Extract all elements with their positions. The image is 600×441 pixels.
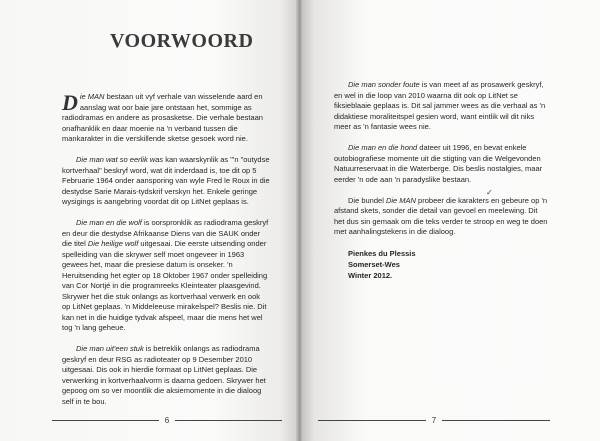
right-text-column [334,80,548,281]
paragraph-text: probeer die karakters en gebeure op 'n afstand skets, sonder die detail van gevoel en meelewing. Dit het dus sin gemaak om die teks verder te stroop en weg te doen met aanhalingstekens in die dialoog. [334,195,548,236]
right-page-footer [318,415,550,425]
book-gutter [296,0,302,441]
footer-rule [318,420,426,421]
page-number-right: 7 [431,415,437,425]
story-title: Die man en die hond [348,143,418,152]
author-name: Pienkes du Plessis [348,249,416,258]
paragraph-text: uitgesaai. Die eerste uitsending onder spelleiding van die skrywer self moet ongeveer in 1963 gewees het, maar die presiese datum is onseker. 'n Heruitsending het egter op 18 Oktober 1967 onder spelleiding van Cor Nortjé in die programreeks Kleinteater plaasgevind. Skrywer het die stuk onlangs as kortverhaal verwerk en ook op LitNet geplaas. 'n Middeleeuse mirakelspel? Beslis nie. Dit kan net in die huidige tydvak afspeel, maar die mens het wel tog 'n lang geheue. [62,239,268,332]
paragraph-text: dateer uit 1996, en bevat enkele outobiografiese momente uit die stigting van die Welgevonden Natuurreservaat in die Waterberge. Dis beslis nostalgies, maar eerder 'n ode aan 'n paradyslike bestaan. [334,143,543,184]
left-page-footer [52,415,282,425]
footer-rule [442,420,550,421]
paragraph-sonder-foute [334,80,548,133]
paragraph-text: Die bundel [348,195,386,205]
paragraph-text: is van meet af as prosawerk geskryf, en wel in die loop van 2010 waarna dit ook op LitNet se fiksieblaaie geplaas is. Dit sal jammer wees as die verhaal as 'n didaktiese moraliteitspel gesien word, want eintlik wil dit niks meer as 'n fantasie wees nie. [334,80,546,131]
author-place: Somerset-Wes [348,260,400,269]
paragraph-eerlik [62,155,270,208]
paragraph-text: is betreklik onlangs as radiodrama geskryf en deur RSG as radioteater op 9 Desember 2010 uitgesaai. Dis ook in hierdie formaat op LitNet geplaas. Die verwerking in kortverhaalvorm is daarna gedoen. Skrywer het gepoog om so ver moontlik die aksiemomente in die dialoog self in te bou. [62,344,266,406]
story-title: Die man sonder foute [348,80,420,89]
book-title: Die MAN [385,195,416,205]
paragraph-bundel [334,196,548,238]
paragraph-een-stuk [62,344,270,407]
footer-rule [175,420,282,421]
left-text-column [62,92,270,418]
left-page [0,0,299,441]
author-date: Winter 2012. [348,271,393,280]
story-title: Die man uit'een stuk [76,344,144,353]
signature-block [348,248,548,281]
paragraph-intro [62,92,270,145]
pencil-mark-icon: ✓ [486,188,493,197]
paragraph-hond [334,143,548,185]
page-title: VOORWOORD [110,30,254,52]
drop-cap: D [62,90,78,115]
story-title-alt: Die heilige wolf [87,239,139,248]
paragraph-wolf [62,218,270,334]
story-title: Die man wat so eerlik was [76,155,164,164]
paragraph-text: kan waarskynlik as "'n "outydse kortverhaal" beskryf word, wat dit inderdaad is, toe dit op 5 Februarie 1964 onder aansporing van wyle Fred le Roux in die destydse Sarie Marais-tydskrif verskyn het. Enkele geringe wysigings is aangebring voordat dit op LitNet geplaas is. [62,155,270,206]
paragraph-text: bestaan uit vyf verhale van wisselende aard en aanslag wat oor baie jare ontstaan het, sommige as radiodramas en andere as prosasketse. Die verhale bestaan onafhanklik en daar moenie na 'n verband tussen die mankarakter in die verskillende sketse gesoek word nie. [62,92,263,143]
story-title: ie MAN [79,92,105,101]
footer-rule [52,420,159,421]
story-title: Die man en die wolf [76,218,142,227]
page-number-left: 6 [164,415,170,425]
paragraph-text: is oorspronklik as radiodrama geskryf en deur die destydse Afrikaanse Diens van die SAUK onder die titel [62,218,269,248]
